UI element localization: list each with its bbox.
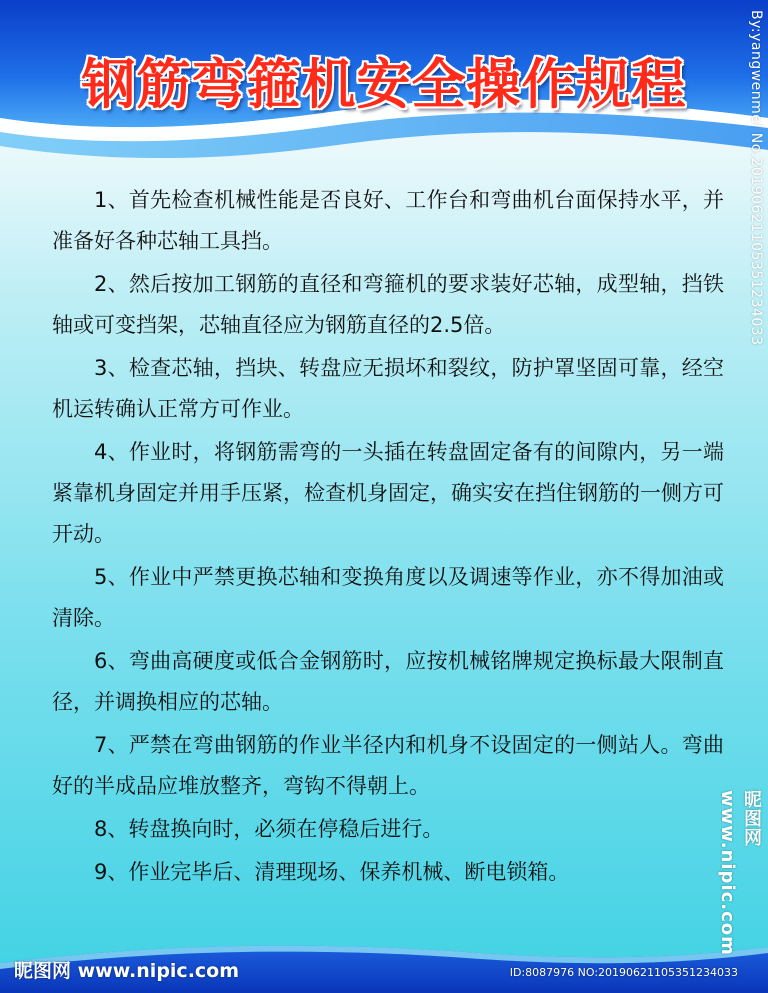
rule-item-8: 8、转盘换向时，必须在停稳后进行。 [94,817,444,841]
watermark-footer-logo: 昵图网 www.nipic.com [14,960,240,982]
rules-list [52,180,724,895]
rule-item-4: 4、作业时，将钢筋需弯的一头插在转盘固定备有的间隙内，另一端紧靠机身固定并用手压紧，检查机身固定，确实安在挡住钢筋的一侧方可开动。 [52,440,724,546]
rule-item-5: 5、作业中严禁更换芯轴和变换角度以及调速等作业，亦不得加油或清除。 [52,565,724,630]
watermark-side-logo: 昵图网 www.nipic.com [717,790,762,956]
rule-item-2: 2、然后按加工钢筋的直径和弯箍机的要求装好芯轴，成型轴，挡铁轴或可变挡架，芯轴直径应为钢筋直径的2.5倍。 [52,272,724,337]
rule-item-7: 7、严禁在弯曲钢筋的作业半径内和机身不设固定的一侧站人。弯曲好的半成品应堆放整齐，弯钩不得朝上。 [52,733,724,798]
rule-item-6: 6、弯曲高硬度或低合金钢筋时，应按机械铭牌规定换标最大限制直径，并调换相应的芯轴。 [52,649,724,714]
watermark-vertical-text: By:yangwenmei No.20190621105351234033 [748,10,764,346]
page-title: 钢筋弯箍机安全操作规程 [81,53,687,116]
rule-item-3: 3、检查芯轴，挡块、转盘应无损坏和裂纹，防护罩坚固可靠，经空机运转确认正常方可作业。 [52,356,724,421]
rule-item-9: 9、作业完毕后、清理现场、保养机械、断电锁箱。 [94,860,570,884]
watermark-footer-id: ID:8087976 NO:20190621105351234033 [509,966,738,979]
rule-item-1: 1、首先检查机械性能是否良好、工作台和弯曲机台面保持水平，并准备好各种芯轴工具挡。 [52,188,724,253]
